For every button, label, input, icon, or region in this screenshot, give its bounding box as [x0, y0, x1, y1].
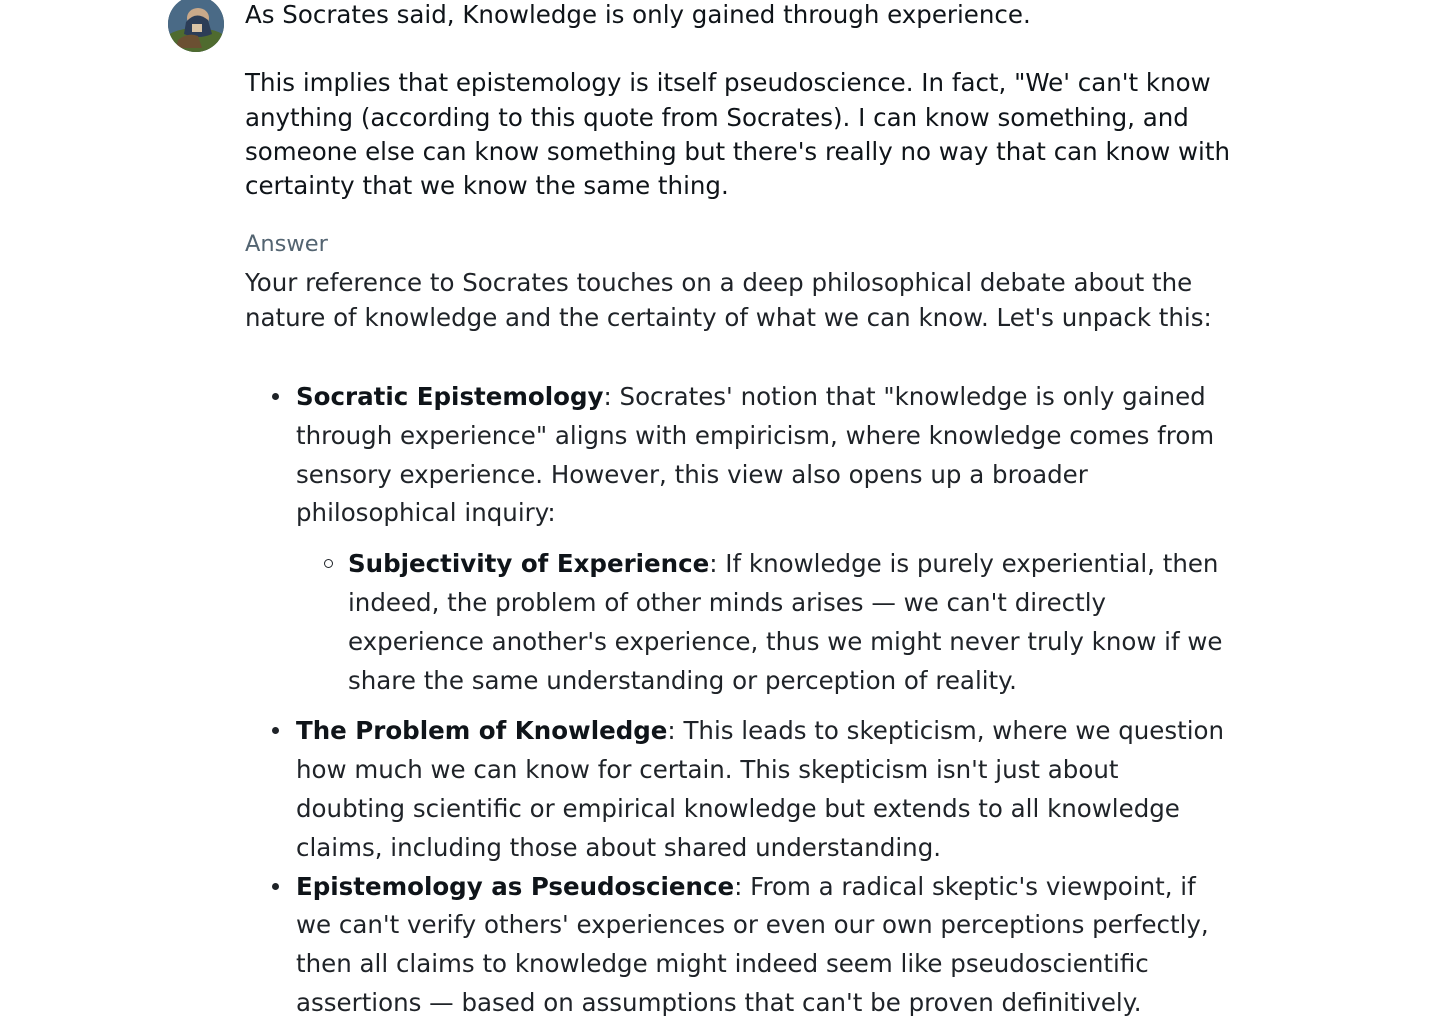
sub-list-item-text: : If knowledge is purely experiential, then indeed, the problem of other minds arises — we can't directly experience another's experience, thus we might never truly know if we share the same understanding or perception of reality. — [348, 549, 1223, 695]
list-item-text: : This leads to skepticism, where we question how much we can know for certain. This skepticism isn't just about doubting scientific or empirical knowledge but extends to all knowledge claims, including those about shared understanding. — [296, 716, 1225, 862]
list-item-title: Epistemology as Pseudoscience — [296, 871, 735, 901]
user-message-paragraph: This implies that epistemology is itself pseudoscience. In fact, "We' can't know anything (according to this quote from Socrates). I can know something, and someone else can know something but there's really no way that can know with certainty that we know the same thing. — [245, 68, 1231, 201]
user-message-line: As Socrates said, Knowledge is only gained through experience. — [245, 0, 1031, 29]
sub-list-item — [348, 545, 1231, 700]
list-item-title: The Problem of Knowledge — [296, 716, 668, 746]
answer-label: Answer — [245, 231, 328, 257]
list-item — [296, 868, 1231, 1023]
user-message — [245, 0, 1235, 203]
sub-list-item-title: Subjectivity of Experience — [348, 549, 710, 579]
sub-list — [296, 545, 1231, 700]
user-avatar-icon[interactable] — [168, 0, 224, 52]
answer-intro: Your reference to Socrates touches on a deep philosophical debate about the nature of knowledge and the certainty of what we can know. Let's unpack this: — [245, 268, 1212, 332]
list-item — [296, 712, 1231, 867]
list-item-text: : From a radical skeptic's viewpoint, if we can't verify others' experiences or even our own perceptions perfectly, then all claims to knowledge might indeed seem like pseudoscientific assertions — based on assumptions that can't be proven definitively. — [296, 871, 1209, 1017]
list-item-text: : Socrates' notion that "knowledge is only gained through experience" aligns with empiricism, where knowledge comes from sensory experience. However, this view also opens up a broader philosophical inquiry: — [296, 382, 1215, 528]
list-item-title: Socratic Epistemology — [296, 382, 604, 411]
answer-list — [296, 378, 1231, 1023]
list-item — [296, 378, 1231, 700]
